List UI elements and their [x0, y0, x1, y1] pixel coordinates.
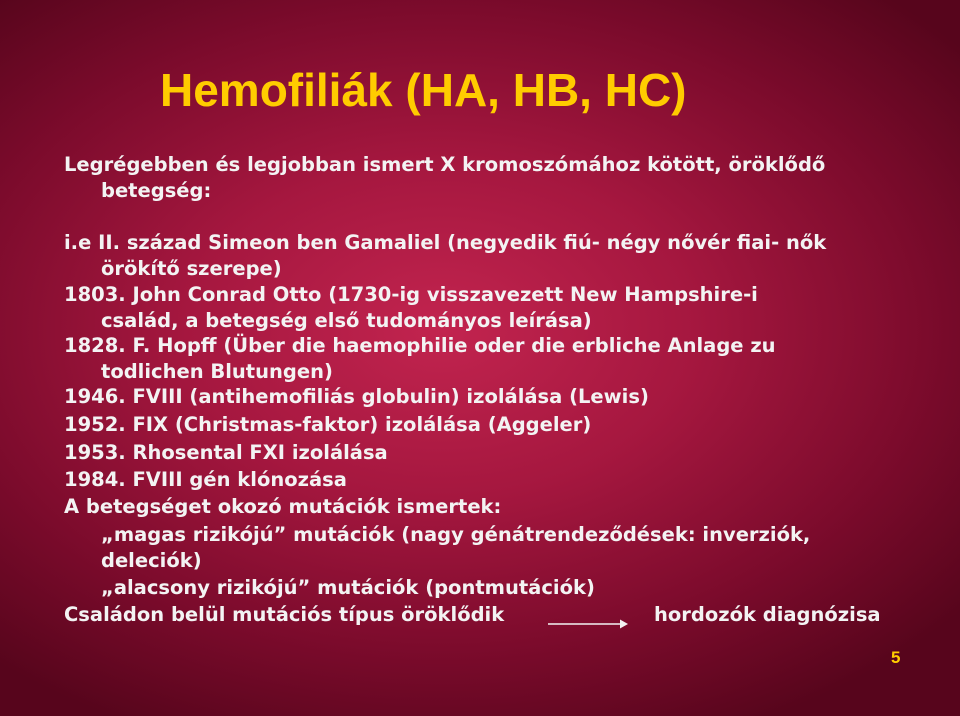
mutation-type-line-2: deleciók)	[101, 549, 202, 572]
mutation-type-line-1: „alacsony rizikójú” mutációk (pontmutációk)	[101, 576, 595, 599]
history-item-line-1: 1803. John Conrad Otto (1730-ig visszavezett New Hampshire-i	[64, 283, 758, 306]
history-item	[64, 282, 758, 334]
history-item-line-1: i.e II. század Simeon ben Gamaliel (negyedik fiú- négy nővér fiai- nők	[64, 231, 827, 254]
intro-line-2: betegség:	[101, 179, 212, 202]
history-item	[64, 333, 776, 385]
history-item-line-1: 1828. F. Hopff (Über die haemophilie oder die erbliche Anlage zu	[64, 334, 776, 357]
history-item: 1952. FIX (Christmas-faktor) izolálása (Aggeler)	[64, 413, 592, 436]
mutation-type-line-1: „magas rizikójú” mutációk (nagy génátrendeződések: inverziók,	[101, 523, 811, 546]
history-item: 1953. Rhosental FXI izolálása	[64, 441, 388, 464]
inheritance-left-text: Családon belül mutációs típus öröklődik	[64, 603, 505, 626]
history-item	[64, 230, 826, 282]
intro-paragraph	[64, 152, 825, 204]
mutation-type-high-risk	[64, 522, 810, 574]
page-number: 5	[891, 648, 901, 667]
inheritance-right-text: hordozók diagnózisa	[654, 603, 881, 626]
history-item-line-2: örökítő szerepe)	[101, 257, 282, 280]
history-item: 1984. FVIII gén klónozása	[64, 468, 347, 491]
history-item: 1946. FVIII (antihemofiliás globulin) izolálása (Lewis)	[64, 385, 649, 408]
mutations-heading: A betegséget okozó mutációk ismertek:	[64, 495, 502, 518]
slide-title: Hemofiliák (HA, HB, HC)	[160, 64, 687, 116]
intro-line-1: Legrégebben és legjobban ismert X kromoszómához kötött, öröklődő	[64, 153, 826, 176]
history-item-line-2: család, a betegség első tudományos leírása)	[101, 309, 592, 332]
history-item-line-2: todlichen Blutungen)	[101, 360, 333, 383]
mutation-type-low-risk	[64, 575, 595, 601]
right-arrow-icon	[548, 618, 628, 630]
